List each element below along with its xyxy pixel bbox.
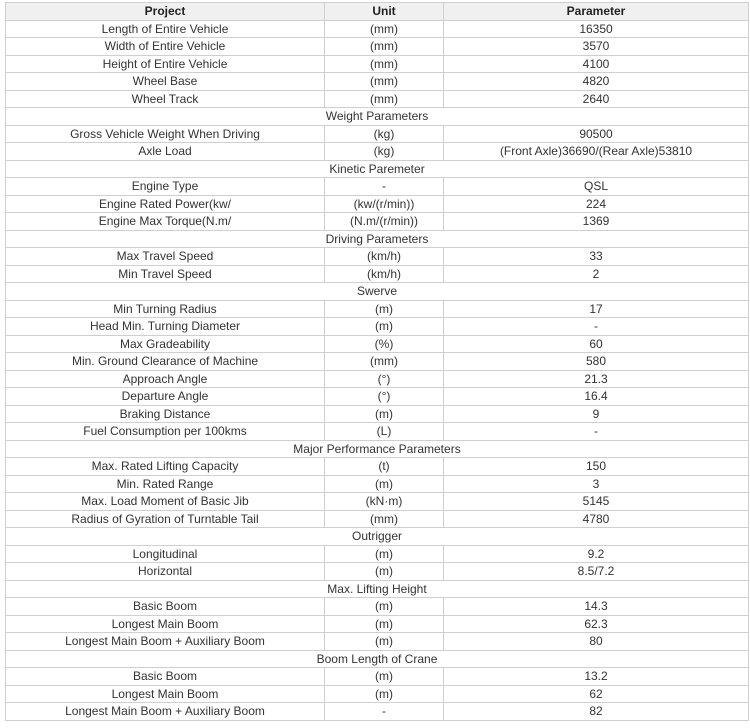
cell-project: Horizontal bbox=[6, 563, 325, 581]
cell-parameter: (Front Axle)36690/(Rear Axle)53810 bbox=[444, 143, 749, 161]
cell-unit: (mm) bbox=[325, 73, 444, 91]
table-row bbox=[6, 685, 749, 703]
cell-project: Longest Main Boom bbox=[6, 685, 325, 703]
cell-parameter: 80 bbox=[444, 633, 749, 651]
section-title: Major Performance Parameters bbox=[6, 440, 749, 458]
cell-unit: (km/h) bbox=[325, 265, 444, 283]
cell-parameter: 82 bbox=[444, 703, 749, 721]
table-row bbox=[6, 38, 749, 56]
table-header bbox=[6, 3, 749, 21]
cell-project: Longest Main Boom + Auxiliary Boom bbox=[6, 703, 325, 721]
cell-unit: (m) bbox=[325, 405, 444, 423]
cell-unit: (L) bbox=[325, 423, 444, 441]
section-title: Boom Length of Crane bbox=[6, 650, 749, 668]
cell-unit: (mm) bbox=[325, 38, 444, 56]
cell-unit: (mm) bbox=[325, 55, 444, 73]
section-row bbox=[6, 440, 749, 458]
cell-unit: (m) bbox=[325, 318, 444, 336]
cell-project: Head Min. Turning Diameter bbox=[6, 318, 325, 336]
table-row bbox=[6, 300, 749, 318]
cell-parameter: 13.2 bbox=[444, 668, 749, 686]
section-title: Kinetic Paremeter bbox=[6, 160, 749, 178]
cell-project: Engine Type bbox=[6, 178, 325, 196]
cell-unit: (m) bbox=[325, 545, 444, 563]
cell-parameter: - bbox=[444, 423, 749, 441]
section-row bbox=[6, 230, 749, 248]
section-title: Driving Parameters bbox=[6, 230, 749, 248]
cell-unit: - bbox=[325, 178, 444, 196]
cell-unit: (m) bbox=[325, 300, 444, 318]
table-row bbox=[6, 195, 749, 213]
cell-parameter: 21.3 bbox=[444, 370, 749, 388]
cell-parameter: 33 bbox=[444, 248, 749, 266]
cell-unit: (m) bbox=[325, 615, 444, 633]
cell-project: Approach Angle bbox=[6, 370, 325, 388]
cell-unit: (m) bbox=[325, 685, 444, 703]
cell-project: Departure Angle bbox=[6, 388, 325, 406]
cell-parameter: 3570 bbox=[444, 38, 749, 56]
cell-project: Longest Main Boom bbox=[6, 615, 325, 633]
cell-parameter: 150 bbox=[444, 458, 749, 476]
cell-project: Min Turning Radius bbox=[6, 300, 325, 318]
cell-project: Min. Ground Clearance of Machine bbox=[6, 353, 325, 371]
cell-unit: (mm) bbox=[325, 510, 444, 528]
cell-unit: (mm) bbox=[325, 90, 444, 108]
table-row bbox=[6, 143, 749, 161]
cell-parameter: 17 bbox=[444, 300, 749, 318]
table-row bbox=[6, 353, 749, 371]
section-row bbox=[6, 160, 749, 178]
header-row bbox=[6, 3, 749, 21]
cell-unit: (mm) bbox=[325, 353, 444, 371]
cell-project: Max. Rated Lifting Capacity bbox=[6, 458, 325, 476]
table-row bbox=[6, 20, 749, 38]
cell-project: Wheel Track bbox=[6, 90, 325, 108]
table-row bbox=[6, 458, 749, 476]
table-row bbox=[6, 633, 749, 651]
cell-parameter: 2640 bbox=[444, 90, 749, 108]
section-row bbox=[6, 580, 749, 598]
cell-parameter: 60 bbox=[444, 335, 749, 353]
header-parameter: Parameter bbox=[444, 3, 749, 21]
cell-unit: (m) bbox=[325, 668, 444, 686]
cell-project: Width of Entire Vehicle bbox=[6, 38, 325, 56]
table-row bbox=[6, 703, 749, 721]
cell-unit: (m) bbox=[325, 598, 444, 616]
cell-parameter: 90500 bbox=[444, 125, 749, 143]
table-row bbox=[6, 248, 749, 266]
table-row bbox=[6, 405, 749, 423]
cell-project: Max. Load Moment of Basic Jib bbox=[6, 493, 325, 511]
cell-unit: (m) bbox=[325, 475, 444, 493]
section-row bbox=[6, 528, 749, 546]
header-unit: Unit bbox=[325, 3, 444, 21]
section-title: Swerve bbox=[6, 283, 749, 301]
table-row bbox=[6, 423, 749, 441]
cell-parameter: 580 bbox=[444, 353, 749, 371]
table-row bbox=[6, 125, 749, 143]
cell-project: Engine Rated Power(kw/ bbox=[6, 195, 325, 213]
cell-unit: (m) bbox=[325, 633, 444, 651]
cell-project: Longest Main Boom + Auxiliary Boom bbox=[6, 633, 325, 651]
table-row bbox=[6, 563, 749, 581]
cell-project: Longitudinal bbox=[6, 545, 325, 563]
table-row bbox=[6, 55, 749, 73]
cell-project: Max Gradeability bbox=[6, 335, 325, 353]
cell-unit: (°) bbox=[325, 370, 444, 388]
table-row bbox=[6, 90, 749, 108]
table-row bbox=[6, 545, 749, 563]
cell-unit: (m) bbox=[325, 563, 444, 581]
table-row bbox=[6, 265, 749, 283]
cell-project: Gross Vehicle Weight When Driving bbox=[6, 125, 325, 143]
cell-parameter: 62 bbox=[444, 685, 749, 703]
cell-project: Basic Boom bbox=[6, 598, 325, 616]
section-row bbox=[6, 650, 749, 668]
cell-parameter: 4780 bbox=[444, 510, 749, 528]
cell-project: Engine Max Torque(N.m/ bbox=[6, 213, 325, 231]
cell-project: Braking Distance bbox=[6, 405, 325, 423]
cell-parameter: 4820 bbox=[444, 73, 749, 91]
cell-parameter: 9 bbox=[444, 405, 749, 423]
table-row bbox=[6, 178, 749, 196]
cell-unit: (°) bbox=[325, 388, 444, 406]
cell-parameter: - bbox=[444, 318, 749, 336]
cell-project: Basic Boom bbox=[6, 668, 325, 686]
header-project: Project bbox=[6, 3, 325, 21]
cell-parameter: 1369 bbox=[444, 213, 749, 231]
table-row bbox=[6, 668, 749, 686]
cell-project: Fuel Consumption per 100kms bbox=[6, 423, 325, 441]
table-row bbox=[6, 73, 749, 91]
spec-table-container bbox=[5, 2, 749, 721]
cell-parameter: 16.4 bbox=[444, 388, 749, 406]
table-row bbox=[6, 370, 749, 388]
cell-parameter: 8.5/7.2 bbox=[444, 563, 749, 581]
table-row bbox=[6, 615, 749, 633]
cell-unit: (km/h) bbox=[325, 248, 444, 266]
cell-parameter: 4100 bbox=[444, 55, 749, 73]
cell-parameter: 3 bbox=[444, 475, 749, 493]
cell-project: Radius of Gyration of Turntable Tail bbox=[6, 510, 325, 528]
section-title: Weight Parameters bbox=[6, 108, 749, 126]
table-row bbox=[6, 510, 749, 528]
cell-parameter: QSL bbox=[444, 178, 749, 196]
cell-parameter: 14.3 bbox=[444, 598, 749, 616]
cell-unit: (N.m/(r/min)) bbox=[325, 213, 444, 231]
section-title: Outrigger bbox=[6, 528, 749, 546]
table-row bbox=[6, 213, 749, 231]
cell-parameter: 224 bbox=[444, 195, 749, 213]
cell-unit: (kg) bbox=[325, 125, 444, 143]
table-row bbox=[6, 318, 749, 336]
section-title: Max. Lifting Height bbox=[6, 580, 749, 598]
table-row bbox=[6, 475, 749, 493]
spec-table bbox=[5, 2, 749, 721]
table-row bbox=[6, 335, 749, 353]
cell-parameter: 9.2 bbox=[444, 545, 749, 563]
cell-parameter: 2 bbox=[444, 265, 749, 283]
cell-project: Wheel Base bbox=[6, 73, 325, 91]
cell-unit: (t) bbox=[325, 458, 444, 476]
cell-parameter: 62.3 bbox=[444, 615, 749, 633]
cell-unit: - bbox=[325, 703, 444, 721]
cell-project: Axle Load bbox=[6, 143, 325, 161]
cell-unit: (%) bbox=[325, 335, 444, 353]
cell-parameter: 16350 bbox=[444, 20, 749, 38]
table-row bbox=[6, 388, 749, 406]
table-row bbox=[6, 598, 749, 616]
table-body bbox=[6, 20, 749, 720]
cell-unit: (kw/(r/min)) bbox=[325, 195, 444, 213]
cell-project: Max Travel Speed bbox=[6, 248, 325, 266]
cell-unit: (mm) bbox=[325, 20, 444, 38]
cell-project: Min. Rated Range bbox=[6, 475, 325, 493]
cell-unit: (kN·m) bbox=[325, 493, 444, 511]
cell-unit: (kg) bbox=[325, 143, 444, 161]
section-row bbox=[6, 283, 749, 301]
cell-project: Height of Entire Vehicle bbox=[6, 55, 325, 73]
cell-parameter: 5145 bbox=[444, 493, 749, 511]
cell-project: Min Travel Speed bbox=[6, 265, 325, 283]
cell-project: Length of Entire Vehicle bbox=[6, 20, 325, 38]
section-row bbox=[6, 108, 749, 126]
table-row bbox=[6, 493, 749, 511]
